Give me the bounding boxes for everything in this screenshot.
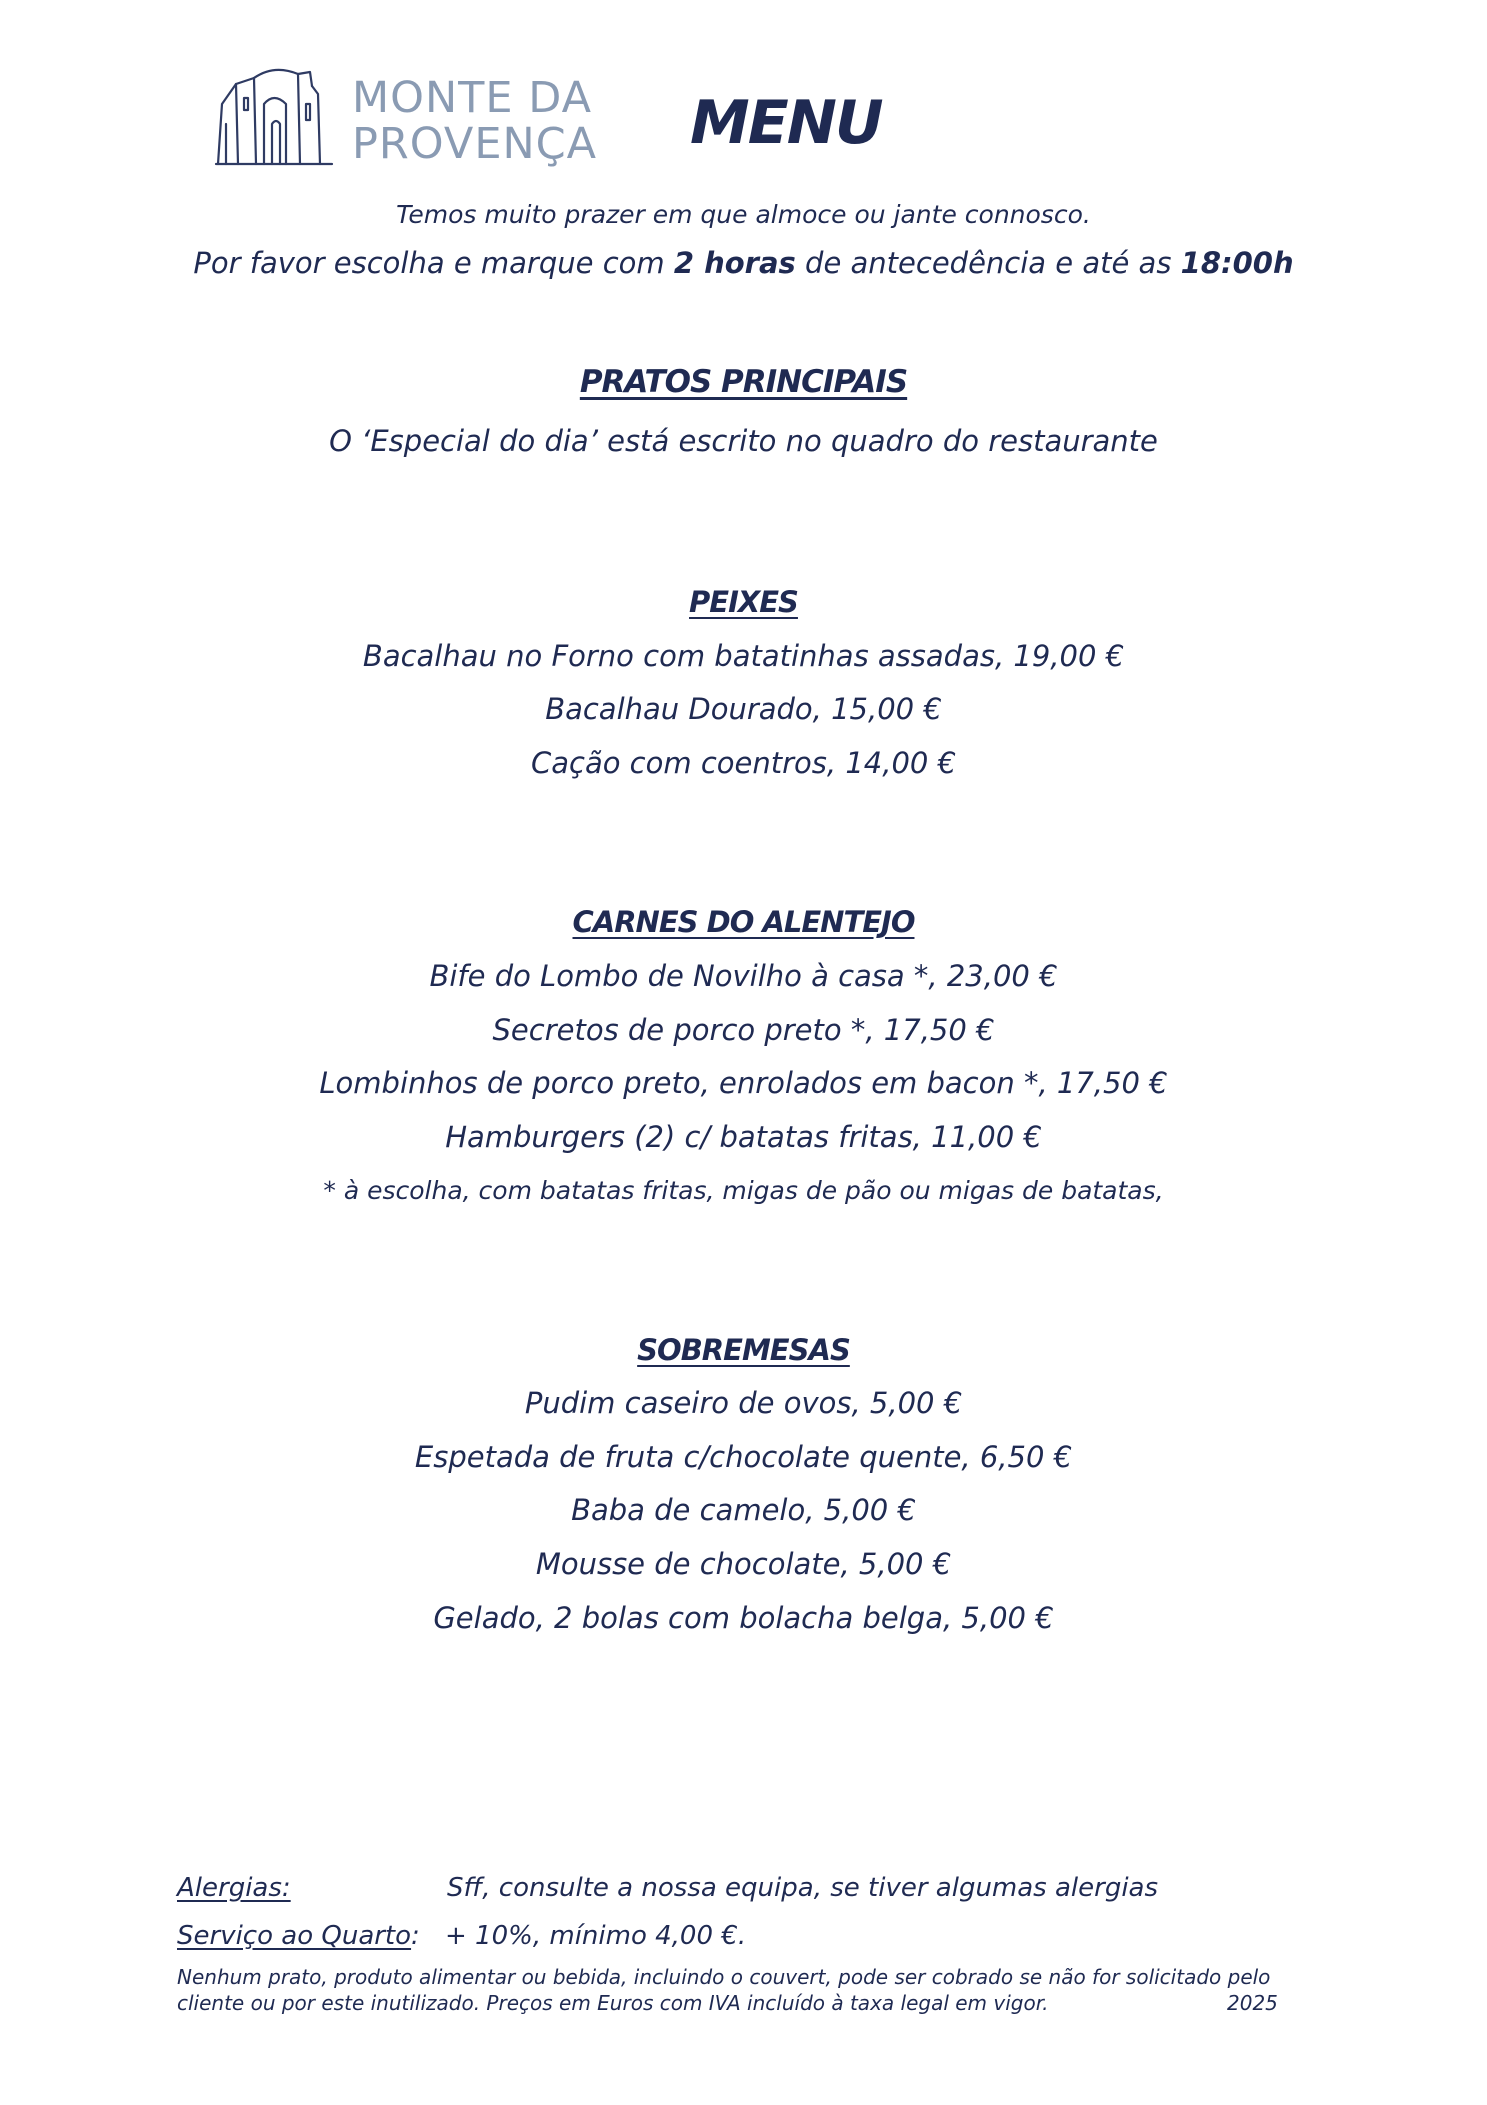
logo-text-line2: PROVENÇA <box>352 119 598 169</box>
logo-text-line1: MONTE DA <box>352 73 592 123</box>
daily-special-note: O ‘Especial do dia’ está escrito no quadro do restaurante <box>329 424 1158 458</box>
section-title-fish: PEIXES <box>689 585 798 619</box>
intro-time: 18:00h <box>1180 246 1294 280</box>
menu-item: Espetada de fruta c/chocolate quente, 6,50 € <box>414 1440 1073 1474</box>
menu-item: Lombinhos de porco preto, enrolados em bacon *, 17,50 € <box>319 1066 1168 1100</box>
menu-item: Cação com coentros, 14,00 € <box>530 746 957 780</box>
section-title-desserts: SOBREMESAS <box>637 1333 850 1367</box>
intro-text-a: Por favor escolha e marque com <box>193 246 674 280</box>
menu-item: Hamburgers (2) c/ batatas fritas, 11,00 € <box>445 1120 1042 1154</box>
menu-item: Pudim caseiro de ovos, 5,00 € <box>524 1386 963 1420</box>
room-service-colon: : <box>411 1921 420 1951</box>
section-title-main-dishes: PRATOS PRINCIPAIS <box>579 364 908 400</box>
intro-text-c: de antecedência e até as <box>795 246 1181 280</box>
logo <box>214 64 614 174</box>
legal-disclaimer: Nenhum prato, produto alimentar ou bebida, incluindo o couvert, pode ser cobrado se não for solicitado pelo cliente ou por este inutilizado. Preços em Euros com IVA incluído à taxa legal em vigor. <box>177 1965 1271 2015</box>
intro-line-1: Temos muito prazer em que almoce ou jante connosco. <box>396 200 1091 229</box>
allergies-text: Sff, consulte a nossa equipa, se tiver algumas alergias <box>447 1873 1159 1903</box>
page-title: MENU <box>690 88 882 158</box>
building-logo-icon <box>214 64 344 172</box>
menu-item: Bacalhau no Forno com batatinhas assadas, 19,00 € <box>362 639 1125 673</box>
allergies-label: Alergias: <box>177 1873 291 1903</box>
intro-line-2 <box>0 244 1487 282</box>
intro-hours: 2 horas <box>673 246 796 280</box>
section-title-meat: CARNES DO ALENTEJO <box>572 905 915 939</box>
year: 2025 <box>1227 1991 1278 2015</box>
menu-item: Secretos de porco preto *, 17,50 € <box>492 1013 995 1047</box>
room-service-label-group <box>177 1919 420 1953</box>
menu-item: Bife do Lombo de Novilho à casa *, 23,00 € <box>429 959 1058 993</box>
menu-item: Mousse de chocolate, 5,00 € <box>535 1547 952 1581</box>
menu-item: Gelado, 2 bolas com bolacha belga, 5,00 € <box>433 1601 1054 1635</box>
side-dish-note: * à escolha, com batatas fritas, migas de pão ou migas de batatas, <box>323 1176 1164 1205</box>
room-service-text: + 10%, mínimo 4,00 €. <box>445 1921 747 1951</box>
menu-item: Baba de camelo, 5,00 € <box>571 1493 916 1527</box>
room-service-label: Serviço ao Quarto <box>177 1921 412 1951</box>
menu-item: Bacalhau Dourado, 15,00 € <box>545 692 942 726</box>
